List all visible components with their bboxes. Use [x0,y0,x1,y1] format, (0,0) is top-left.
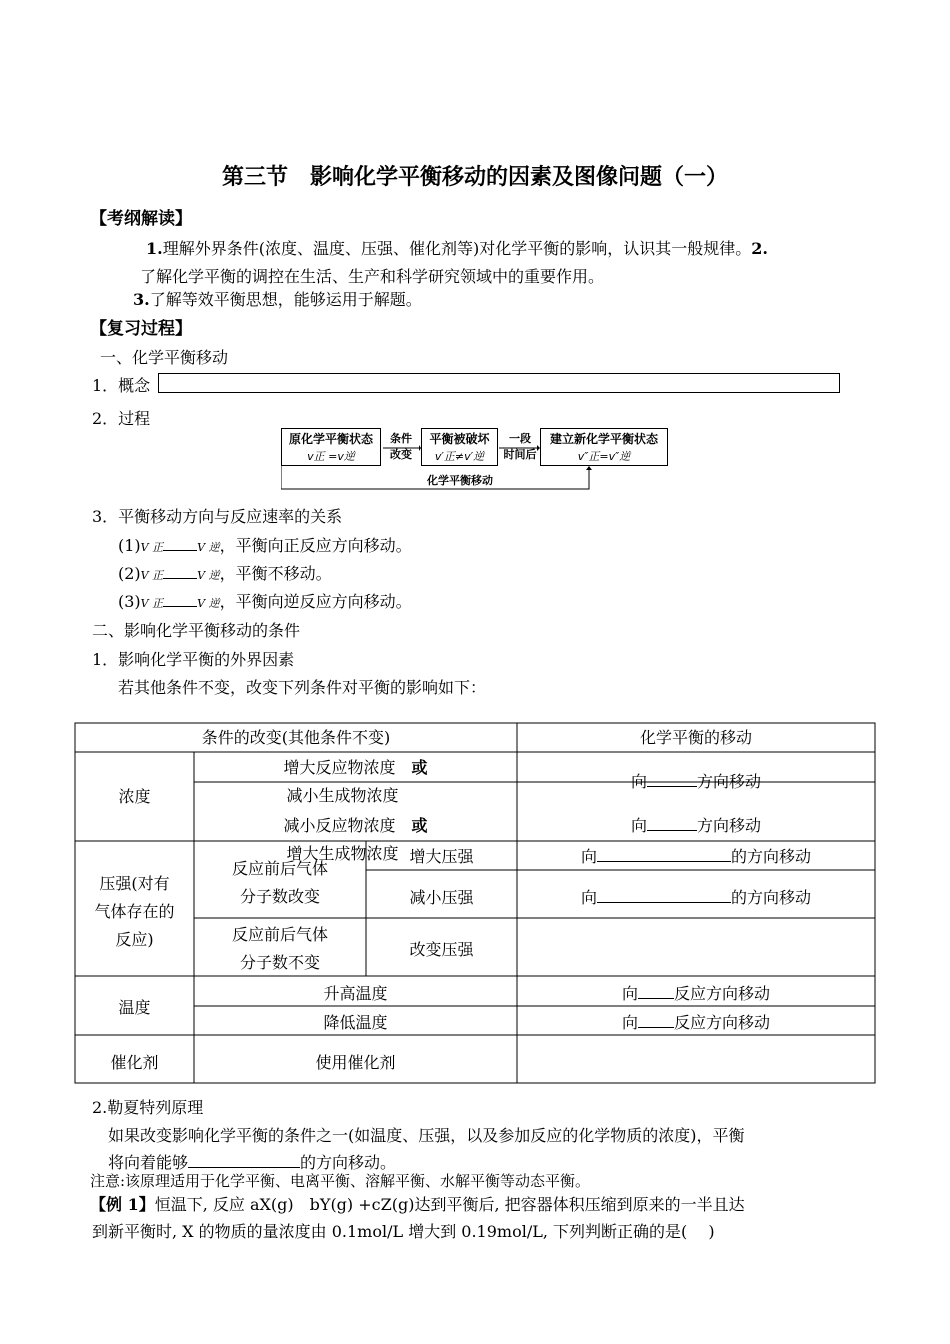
rel1-vzheng: V 正 [140,541,164,554]
press-l3: 反应) [115,930,154,949]
part2-intro: 若其他条件不变，改变下列条件对平衡的影响如下： [118,678,487,697]
rel3-vni: V 逆 [197,597,220,610]
part2-title: 二、影响化学平衡移动的条件 [92,621,301,640]
conc-r1-blank[interactable] [647,772,697,787]
td-temperature: 温度 [118,998,151,1017]
td-temp-down: 降低温度 [323,1013,388,1032]
note: 注意:该原理适用于化学平衡、电离平衡、溶解平衡、水解平衡等动态平衡。 [90,1172,591,1190]
conc-r1-line1 [194,754,517,782]
flow-box2-line1: 平衡被破坏 [429,432,490,446]
lechatelier-blank[interactable] [188,1153,300,1168]
td-pressure [75,870,194,954]
temp-down-blank[interactable] [638,1013,674,1028]
conc-r1-or: 或 [411,758,428,777]
td-press-down: 减小压强 [409,888,474,907]
td-press-change [194,855,366,911]
flow-arrow1-line2: 改变 [390,448,412,461]
press-l1: 压强(对有 [99,874,170,893]
td-press-change-any: 改变压强 [409,940,474,959]
conc-r2-a: 减小反应物浓度 [283,816,396,835]
example-line1 [90,1192,745,1215]
press-same-a: 反应前后气体 [231,925,328,944]
part1-title: 一、化学平衡移动 [100,348,229,367]
td-catalyst: 催化剂 [110,1053,159,1072]
item3-title: 3．平衡移动方向与反应速率的关系 [92,507,343,526]
rel3-vzheng: V 正 [140,597,164,610]
part2-item1: 1．影响化学平衡的外界因素 [92,650,295,669]
kaogang-2-text: 了解化学平衡的调控在生活、生产和科学研究领域中的重要作用。 [140,267,605,286]
td-temp-up-shift [517,979,875,1006]
conc-r2-blank[interactable] [647,816,697,831]
lechatelier-line1: 如果改变影响化学平衡的条件之一(如温度、压强，以及参加反应的化学物质的浓度)，平衡 [108,1126,745,1145]
th-condition: 条件的改变(其他条件不变) [201,728,391,747]
conc-r2-to: 向 [630,816,647,835]
conc-r1-a: 增大反应物浓度 [283,758,396,777]
conc-r2-or: 或 [411,816,428,835]
process-label: 2．过程 [92,409,151,428]
press-same-b: 分子数不变 [239,953,320,972]
press-l2: 气体存在的 [94,902,175,921]
conc-r2-line1 [194,812,517,840]
section-kaogang: 【考纲解读】 [90,209,192,229]
td-press-down-shift [517,870,875,918]
td-conc-row2-shift [517,811,875,841]
example-label: 【例 1】 [90,1195,155,1214]
lechatelier-title: 2.勒夏特列原理 [92,1098,204,1117]
td-conc-row1 [194,754,517,810]
flow-box1-line2: v正 =v逆 [307,450,355,463]
temp-up-to: 向 [621,984,638,1003]
td-press-up-shift [517,843,875,870]
rel2-text: ，平衡不移动。 [219,564,332,583]
press-up-dir: 的方向移动 [731,847,812,866]
press-down-dir: 的方向移动 [731,888,812,907]
td-catalyst-use: 使用催化剂 [315,1053,396,1072]
kaogang-3-text: 了解等效平衡思想，能够运用于解题。 [149,290,422,309]
press-down-to: 向 [580,888,597,907]
concept-label: 1．概念 [92,376,151,395]
rel3-num: (3) [118,592,141,611]
td-temp-up: 升高温度 [323,984,388,1003]
conc-r1-b: 减小生成物浓度 [286,786,399,805]
td-temp-down-shift [517,1008,875,1035]
rel2-vzheng: V 正 [140,569,164,582]
temp-up-blank[interactable] [638,984,674,999]
flow-arrow2-line1: 一段 [509,432,531,445]
press-up-to: 向 [580,847,597,866]
rel2-num: (2) [118,564,141,583]
td-press-same [194,921,366,977]
example-l1: 恒温下, 反应 aX(g) bY(g) +cZ(g)达到平衡后, 把容器体积压缩到原来的一半且达 [154,1195,745,1214]
flow-box3-line1: 建立新化学平衡状态 [549,432,658,446]
rel3-text: ，平衡向逆反应方向移动。 [219,592,412,611]
lechatelier-l2-a: 将向着能够 [108,1153,189,1172]
example-line2: 到新平衡时, X 的物质的量浓度由 0.1mol/L 增大到 0.19mol/L, 下列判断正确的是( ) [92,1222,715,1241]
kaogang-1-text: 理解外界条件(浓度、温度、压强、催化剂等)对化学平衡的影响，认识其一般规律。 [162,239,752,258]
kaogang-2-prefix: 2. [751,239,768,258]
kaogang-3-prefix: 3. [133,290,150,309]
kaogang-1-prefix: 1. [146,239,163,258]
lechatelier-l2-b: 的方向移动。 [300,1153,397,1172]
conc-r2-dir: 方向移动 [697,816,762,835]
th-shift: 化学平衡的移动 [639,728,752,747]
rel2-vni: V 逆 [197,569,220,582]
press-up-blank[interactable] [597,847,731,862]
conc-r1-to: 向 [630,772,647,791]
press-change-b: 分子数改变 [239,887,320,906]
page-title: 第三节 影响化学平衡移动的因素及图像问题（一） [221,165,728,190]
conc-r1-dir: 方向移动 [697,772,762,791]
rel1-text: ，平衡向正反应方向移动。 [219,536,412,555]
conc-r2-b: 增大生成物浓度 [286,844,399,863]
section-fuxi: 【复习过程】 [90,319,192,339]
temp-down-dir: 反应方向移动 [674,1013,771,1032]
rel1-vni: V 逆 [197,541,220,554]
td-press-up: 增大压强 [409,847,474,866]
flow-box3-line2: v″正=v″逆 [577,450,631,463]
flow-arrow2-line2: 时间后 [503,448,537,461]
flow-box2-line2: v′正≠v′逆 [434,450,485,463]
flow-arrow1-line1: 条件 [390,432,412,445]
flow-bottom-label: 化学平衡移动 [427,474,493,487]
temp-down-to: 向 [621,1013,638,1032]
td-conc-row1-shift [517,752,875,811]
press-down-blank[interactable] [597,888,731,903]
temp-up-dir: 反应方向移动 [674,984,771,1003]
rel1-num: (1) [118,536,141,555]
press-change-a: 反应前后气体 [231,859,328,878]
flow-box1-line1: 原化学平衡状态 [288,432,373,446]
td-concentration: 浓度 [118,787,151,806]
